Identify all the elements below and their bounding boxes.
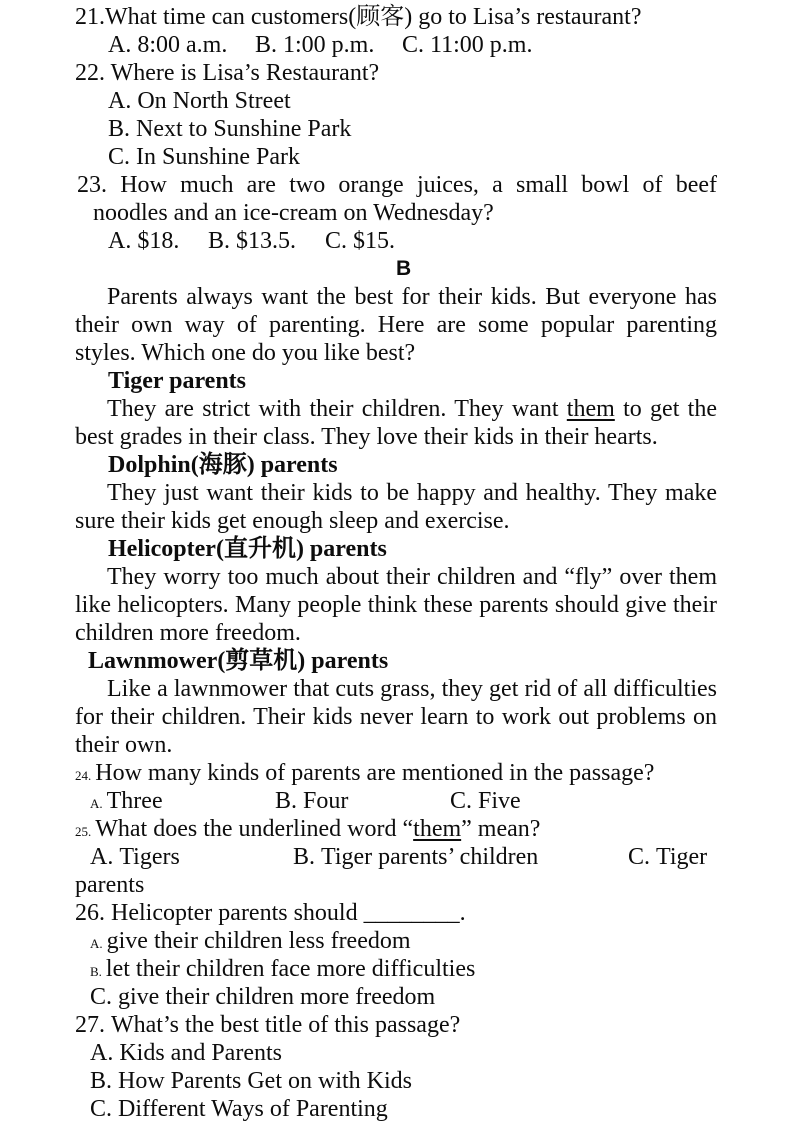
- option-label: C.: [628, 844, 651, 870]
- option-label: A.: [108, 88, 132, 114]
- option-label: B.: [108, 116, 131, 142]
- question-25-option-c-continued: parents: [75, 872, 145, 898]
- question-24-option-c: [450, 787, 521, 815]
- option-text: $15.: [353, 228, 396, 254]
- underlined-word: them: [566, 396, 615, 422]
- dolphin-parents-line-1: They just want their kids to be happy and healthy. They make: [107, 480, 717, 506]
- question-25-stem: [0, 815, 794, 843]
- helicopter-parents-title: Helicopter(直升机) parents: [108, 536, 387, 562]
- question-21-option-b: [255, 31, 374, 59]
- option-label: C.: [90, 1096, 113, 1122]
- option-text: How Parents Get on with Kids: [118, 1068, 412, 1094]
- question-24-option-b: [275, 787, 348, 815]
- question-27-stem: [0, 1011, 794, 1039]
- option-text: give their children less freedom: [106, 928, 411, 954]
- question-21-options: [0, 31, 794, 59]
- option-label: B.: [255, 32, 278, 58]
- question-22-stem: 22. Where is Lisa’s Restaurant?: [75, 60, 380, 86]
- option-text: 1:00 p.m.: [283, 32, 375, 58]
- dolphin-parents-line-2: sure their kids get enough sleep and exercise.: [75, 508, 510, 534]
- question-26-stem: [0, 899, 794, 927]
- option-label: B.: [90, 964, 102, 979]
- option-text: let their children face more difficulties: [105, 956, 476, 982]
- option-text: 11:00 p.m.: [430, 32, 533, 58]
- option-text: Kids and Parents: [119, 1040, 282, 1066]
- question-27-option-c: [0, 1095, 794, 1123]
- question-23-options: [0, 227, 794, 255]
- option-label: C.: [402, 32, 425, 58]
- text-segment: ” mean?: [461, 816, 541, 842]
- question-25-options: [0, 843, 794, 871]
- question-21-option-a: [108, 31, 227, 59]
- option-text: On North Street: [137, 88, 291, 114]
- option-label: A.: [108, 228, 132, 254]
- option-label: A.: [108, 32, 132, 58]
- question-27-option-b: [0, 1067, 794, 1095]
- option-text: Tiger: [656, 844, 708, 870]
- option-label: C.: [450, 788, 473, 814]
- lawnmower-parents-line-2: for their children. Their kids never learn to work out problems on: [75, 704, 717, 730]
- question-22-option-c: [0, 143, 794, 171]
- option-text: Next to Sunshine Park: [136, 116, 352, 142]
- question-text: How many kinds of parents are mentioned in the passage?: [95, 760, 655, 786]
- option-label: B.: [208, 228, 231, 254]
- question-number: 26.: [75, 900, 105, 926]
- option-text: Tigers: [119, 844, 180, 870]
- text-segment: to get the: [614, 396, 717, 422]
- question-23-option-c: [325, 227, 395, 255]
- text-segment: What does the underlined word “: [95, 816, 414, 842]
- intro-line-3: styles. Which one do you like best?: [75, 340, 416, 366]
- text-segment: They are strict with their children. They want: [107, 396, 567, 422]
- option-label: A.: [90, 844, 114, 870]
- option-label: A.: [90, 1040, 114, 1066]
- question-text: What’s the best title of this passage?: [111, 1012, 461, 1038]
- option-text: $13.5.: [236, 228, 297, 254]
- lawnmower-parents-title: Lawnmower(剪草机) parents: [88, 648, 389, 674]
- question-26-option-c: [0, 983, 794, 1011]
- helicopter-parents-line-1: They worry too much about their children and “fly” over them: [107, 564, 717, 590]
- option-label: A.: [90, 936, 103, 951]
- question-25-option-b: [293, 843, 538, 871]
- helicopter-parents-line-2: like helicopters. Many people think these parents should give their: [75, 592, 717, 618]
- question-23-option-b: [208, 227, 296, 255]
- question-number: 24.: [75, 768, 92, 783]
- question-24-options: [0, 787, 794, 815]
- question-25-option-c: [628, 843, 707, 871]
- question-22-option-a: [0, 87, 794, 115]
- option-label: A.: [90, 796, 103, 811]
- section-b-heading: B: [396, 257, 412, 280]
- option-label: B.: [293, 844, 316, 870]
- question-26-option-b: [0, 955, 794, 983]
- question-25-option-a: [90, 843, 180, 871]
- option-text: give their children more freedom: [118, 984, 436, 1010]
- question-21-option-c: [402, 31, 532, 59]
- option-label: C.: [108, 144, 131, 170]
- option-text: Tiger parents’ children: [321, 844, 539, 870]
- option-label: C.: [90, 984, 113, 1010]
- tiger-parents-title: Tiger parents: [108, 368, 247, 394]
- dolphin-parents-title: Dolphin(海豚) parents: [108, 452, 338, 478]
- question-23-option-a: [108, 227, 179, 255]
- option-text: In Sunshine Park: [136, 144, 301, 170]
- question-22-option-b: [0, 115, 794, 143]
- lawnmower-parents-line-3: their own.: [75, 732, 173, 758]
- question-26-option-a: [0, 927, 794, 955]
- question-text: [95, 816, 540, 842]
- helicopter-parents-line-3: children more freedom.: [75, 620, 301, 646]
- option-text: Three: [106, 788, 163, 814]
- question-23-stem-line-1: 23. How much are two orange juices, a small bowl of beef: [77, 172, 717, 198]
- intro-line-2: their own way of parenting. Here are some popular parenting: [75, 312, 717, 338]
- question-21-stem: 21.What time can customers(顾客) go to Lisa’s restaurant?: [75, 4, 642, 30]
- question-27-option-a: [0, 1039, 794, 1067]
- option-text: Five: [478, 788, 521, 814]
- option-text: Four: [303, 788, 349, 814]
- option-text: $18.: [137, 228, 180, 254]
- option-label: B.: [90, 1068, 113, 1094]
- lawnmower-parents-line-1: Like a lawnmower that cuts grass, they get rid of all difficulties: [107, 676, 717, 702]
- question-number: 25.: [75, 824, 92, 839]
- option-text: Different Ways of Parenting: [118, 1096, 388, 1122]
- tiger-parents-line-1: [107, 395, 717, 423]
- question-24-option-a: [90, 787, 163, 818]
- option-label: C.: [325, 228, 348, 254]
- tiger-parents-line-2: best grades in their class. They love their kids in their hearts.: [75, 424, 658, 450]
- intro-line-1: Parents always want the best for their kids. But everyone has: [107, 284, 717, 310]
- question-24-stem: [0, 759, 794, 787]
- option-label: B.: [275, 788, 298, 814]
- option-text: 8:00 a.m.: [137, 32, 228, 58]
- underlined-word: them: [413, 816, 462, 842]
- question-23-stem-line-2: noodles and an ice-cream on Wednesday?: [93, 200, 494, 226]
- question-number: 27.: [75, 1012, 105, 1038]
- question-text: Helicopter parents should ________.: [111, 900, 466, 926]
